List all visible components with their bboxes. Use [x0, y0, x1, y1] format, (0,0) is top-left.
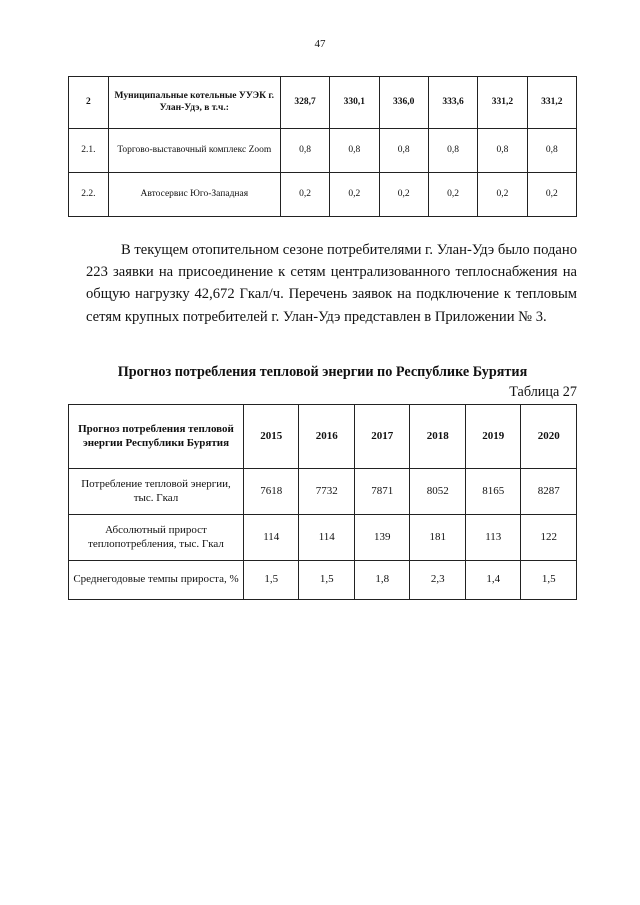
table-row — [69, 77, 577, 129]
table-cell: 331,2 — [478, 77, 527, 129]
table-cell: 114 — [243, 515, 299, 561]
row-name: Торгово-выставочный комплекс Zoom — [108, 129, 280, 173]
table-cell: 8052 — [410, 469, 466, 515]
table-cell: 8287 — [521, 469, 577, 515]
body-paragraph — [86, 239, 577, 328]
table-cell: 139 — [354, 515, 410, 561]
table-cell: 0,8 — [330, 129, 379, 173]
row-name: Автосервис Юго-Западная — [108, 173, 280, 217]
table-cell: 0,8 — [379, 129, 428, 173]
table-cell: 0,8 — [280, 129, 329, 173]
table-cell: 122 — [521, 515, 577, 561]
header-year: 2020 — [521, 405, 577, 469]
row-number: 2 — [69, 77, 109, 129]
table-cell: 330,1 — [330, 77, 379, 129]
table-cell: 1,5 — [521, 561, 577, 600]
table-cell: 0,2 — [379, 173, 428, 217]
table-cell: 333,6 — [428, 77, 477, 129]
table-cell: 1,8 — [354, 561, 410, 600]
table-row — [69, 561, 577, 600]
header-year: 2019 — [465, 405, 521, 469]
table-cell: 0,8 — [428, 129, 477, 173]
row-label: Абсолютный прирост теплопотребления, тыс. Гкал — [69, 515, 244, 561]
table-cell: 336,0 — [379, 77, 428, 129]
table-cell: 1,4 — [465, 561, 521, 600]
header-year: 2017 — [354, 405, 410, 469]
table-cell: 7732 — [299, 469, 355, 515]
paragraph-text: В текущем отопительном сезоне потребителями г. Улан-Удэ было подано 223 заявки на присоединение к сетям централизованного теплоснабжения на общую нагрузку 42,672 Гкал/ч. Перечень заявок на подключение к тепловым сетям крупных потребителей г. Улан-Удэ представлен в Приложении № 3. — [86, 242, 577, 325]
row-label: Среднегодовые темпы прироста, % — [69, 561, 244, 600]
table-cell: 114 — [299, 515, 355, 561]
table-cell: 0,2 — [330, 173, 379, 217]
table-cell: 0,2 — [527, 173, 576, 217]
table-cell: 1,5 — [243, 561, 299, 600]
table-cell: 0,2 — [428, 173, 477, 217]
row-number: 2.1. — [69, 129, 109, 173]
table-row — [69, 129, 577, 173]
row-number: 2.2. — [69, 173, 109, 217]
table-cell: 181 — [410, 515, 466, 561]
row-name: Муниципальные котельные УУЭК г. Улан-Удэ, в т.ч.: — [108, 77, 280, 129]
header-year: 2016 — [299, 405, 355, 469]
table-cell: 328,7 — [280, 77, 329, 129]
heat-load-table — [68, 76, 577, 217]
table-cell: 1,5 — [299, 561, 355, 600]
header-label: Прогноз потребления тепловой энергии Республики Бурятия — [69, 405, 244, 469]
page-number: 47 — [314, 38, 326, 50]
section-title: Прогноз потребления тепловой энергии по Республике Бурятия — [117, 364, 528, 380]
header-year: 2015 — [243, 405, 299, 469]
table-cell: 8165 — [465, 469, 521, 515]
table-row — [69, 515, 577, 561]
header-year: 2018 — [410, 405, 466, 469]
table-row — [69, 469, 577, 515]
table-cell: 7871 — [354, 469, 410, 515]
table-cell: 331,2 — [527, 77, 576, 129]
table-header-row — [69, 405, 577, 469]
table-cell: 0,2 — [280, 173, 329, 217]
consumption-forecast-table — [68, 404, 577, 600]
table-cell: 0,2 — [478, 173, 527, 217]
row-label: Потребление тепловой энергии, тыс. Гкал — [69, 469, 244, 515]
table-row — [69, 173, 577, 217]
table-label: Таблица 27 — [509, 384, 577, 400]
table-cell: 7618 — [243, 469, 299, 515]
table-cell: 113 — [465, 515, 521, 561]
table-cell: 2,3 — [410, 561, 466, 600]
table-cell: 0,8 — [527, 129, 576, 173]
table-cell: 0,8 — [478, 129, 527, 173]
